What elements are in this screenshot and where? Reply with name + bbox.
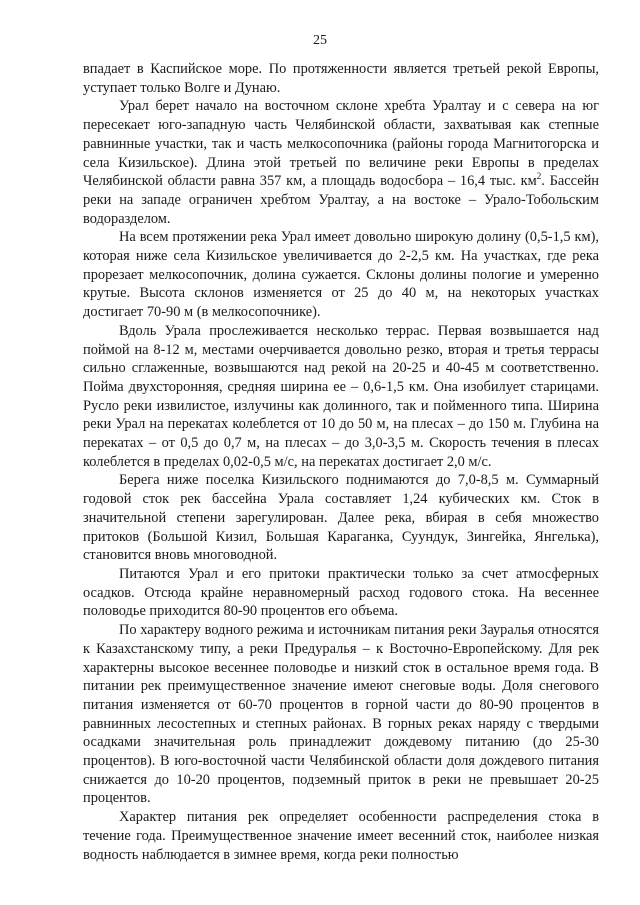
- paragraph-banks: Берега ниже поселка Кизильского поднимаются до 7,0-8,5 м. Суммарный годовой сток рек бассейна Урала составляет 1,24 кубических км. Сток в значительной степени зарегулирован. Далее река, вбирая в себя множество притоков (Большой Кизил, Большая Караганка, Суундук, Зингейка, Янгелька), становится вновь многоводной.: [83, 472, 599, 564]
- paragraph-valley: На всем протяжении река Урал имеет довольно широкую долину (0,5-1,5 км), которая ниже села Кизильское увеличивается до 2-2,5 км. На участках, где река прорезает мелкосопочник, долина сужается. Склоны долины пологие и умеренно крутые. Высота склонов изменяется от 25 до 40 м, на некоторых участках достигает 70-90 м (в мелкосопочнике).: [83, 229, 599, 321]
- paragraph-ural-source-tail: . Бассейн реки на западе ограничен хребтом Уралтау, а на востоке – Урало-Тобольским водоразделом.: [83, 173, 599, 227]
- paragraph-ural-source: [83, 97, 599, 228]
- paragraph-continuation: впадает в Каспийское море. По протяженности является третьей рекой Европы, уступает только Волге и Дунаю.: [83, 61, 599, 96]
- paragraph-terraces: Вдоль Урала прослеживается несколько террас. Первая возвышается над поймой на 8-12 м, местами очерчивается довольно резко, вторая и третья террасы сильно сглаженные, возвышаются над рекой на 20-25 и 40-45 м соответственно. Пойма двухсторонняя, средняя ширина ее – 0,6-1,5 км. Она изобилует старицами. Русло реки извилистое, излучины как долинного, так и пойменного типа. Ширина реки Урал на перекатах колеблется от 10 до 50 м, на плесах – до 150 м. Глубина на перекатах – от 0,5 до 0,7 м, на плесах – до 3,0-3,5 м. Скорость течения в плесах колеблется в пределах 0,02-0,5 м/с, на перекатах достигает 2,0 м/с.: [83, 322, 599, 470]
- paragraph-ural-source-text: Урал берет начало на восточном склоне хребта Уралтау и с севера на юг пересекает юго-западную часть Челябинской области, захватывая как степные равнинные участки, так и часть мелкосопочника (районы города Магнитогорска и села Кизильское). Длина этой третьей по величине реки Европы в пределах Челябинской области равна 357 км, а площадь водосбора – 16,4 тыс. км: [83, 98, 599, 190]
- page-number: 25: [313, 33, 327, 48]
- paragraph-water-regime: По характеру водного режима и источникам питания реки Зауралья относятся к Казахстанскому типу, а реки Предуралья – к Восточно-Европейскому. Для рек характерны высокое весеннее половодье и низкий сток в остальное время года. В питании рек преимущественное значение имеют снеговые воды. Доля снегового питания изменяется от 60-70 процентов в горной части до 80-90 процентов в равнинных лесостепных и степных районах. В горных реках наряду с твердыми осадками значительная роль принадлежит дождевому питанию (до 25-30 процентов). В юго-восточной части Челябинской области доля дождевого питания снижается до 10-20 процентов, подземный приток в реки не превышает 20-25 процентов.: [83, 622, 599, 807]
- paragraph-feeding: Питаются Урал и его притоки практически только за счет атмосферных осадков. Отсюда крайне неравномерный расход годового стока. На весеннее половодье приходится 80-90 процентов его объема.: [83, 565, 599, 620]
- body-text: [83, 60, 599, 864]
- paragraph-runoff: Характер питания рек определяет особенности распределения стока в течение года. Преимущественное значение имеет весенний сток, наиболее низкая водность наблюдается в зимнее время, когда реки полностью: [83, 809, 599, 863]
- superscript-km2: 2: [536, 171, 542, 182]
